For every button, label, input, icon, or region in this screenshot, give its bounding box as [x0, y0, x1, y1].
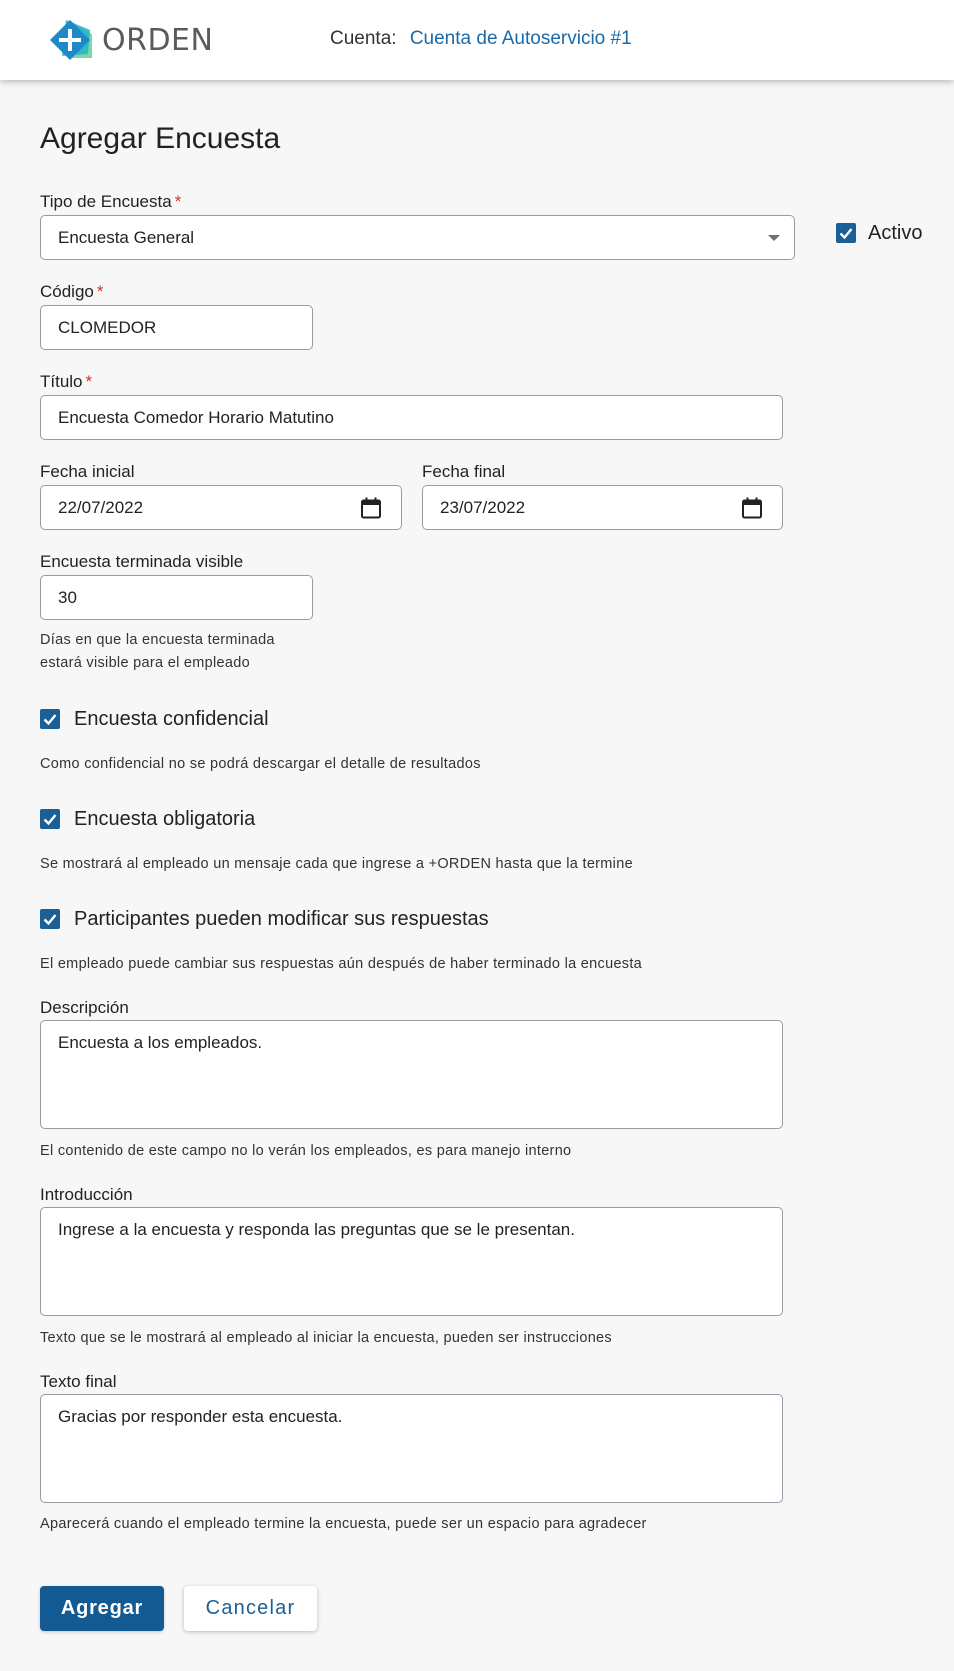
introduccion-label: Introducción — [40, 1185, 133, 1204]
titulo-label — [40, 372, 92, 392]
required-mark: * — [174, 192, 182, 211]
modificar-help: El empleado puede cambiar sus respuestas aún después de haber terminado la encuesta — [40, 956, 643, 972]
check-icon — [40, 709, 60, 729]
check-icon — [40, 809, 60, 829]
calendar-icon[interactable] — [359, 496, 383, 520]
obligatoria-label: Encuesta obligatoria — [74, 808, 256, 830]
confidencial-help: Como confidencial no se podrá descargar el detalle de resultados — [40, 756, 481, 772]
required-mark: * — [85, 372, 93, 391]
account-label: Cuenta: — [330, 28, 397, 49]
caret-down-icon — [768, 235, 780, 241]
fecha-inicial-input[interactable] — [40, 485, 402, 530]
orden-logo[interactable] — [50, 20, 213, 60]
codigo-label-text: Código — [40, 282, 94, 301]
fecha-inicial-label: Fecha inicial — [40, 462, 135, 481]
codigo-input[interactable]: CLOMEDOR — [40, 305, 313, 350]
confidencial-label: Encuesta confidencial — [74, 708, 269, 730]
obligatoria-help: Se mostrará al empleado un mensaje cada que ingrese a +ORDEN hasta que la termine — [40, 856, 633, 872]
introduccion-textarea[interactable]: Ingrese a la encuesta y responda las preguntas que se le presentan. — [40, 1207, 783, 1316]
agregar-button[interactable]: Agregar — [40, 1586, 164, 1631]
check-icon — [836, 223, 856, 243]
required-mark: * — [96, 282, 104, 301]
visible-help-line1: Días en que la encuesta terminada — [40, 632, 275, 648]
tipo-label-text: Tipo de Encuesta — [40, 192, 172, 211]
tipo-select[interactable] — [40, 215, 795, 260]
obligatoria-checkbox[interactable] — [40, 809, 60, 829]
account-link[interactable]: Cuenta de Autoservicio #1 — [409, 28, 632, 49]
plus-logo-icon — [50, 20, 98, 60]
texto-final-label: Texto final — [40, 1372, 117, 1391]
descripcion-textarea[interactable]: Encuesta a los empleados. — [40, 1020, 783, 1129]
cancelar-button[interactable]: Cancelar — [184, 1586, 317, 1631]
visible-days-input[interactable]: 30 — [40, 575, 313, 620]
fecha-inicial-value: 22/07/2022 — [58, 497, 144, 517]
activo-checkbox[interactable] — [836, 223, 856, 243]
account-info — [330, 28, 632, 50]
introduccion-help: Texto que se le mostrará al empleado al iniciar la encuesta, pueden ser instrucciones — [40, 1330, 612, 1346]
top-bar — [0, 0, 954, 80]
confidencial-checkbox[interactable] — [40, 709, 60, 729]
logo-text: ORDEN — [102, 22, 214, 58]
texto-final-help: Aparecerá cuando el empleado termine la encuesta, puede ser un espacio para agradecer — [40, 1516, 647, 1532]
modificar-checkbox[interactable] — [40, 909, 60, 929]
codigo-label — [40, 282, 104, 302]
check-icon — [40, 909, 60, 929]
modificar-label: Participantes pueden modificar sus respuestas — [74, 908, 489, 930]
tipo-select-value: Encuesta General — [58, 227, 195, 247]
page-title: Agregar Encuesta — [40, 122, 281, 155]
descripcion-help: El contenido de este campo no lo verán los empleados, es para manejo interno — [40, 1143, 572, 1159]
activo-label: Activo — [868, 222, 923, 244]
tipo-label — [40, 192, 181, 212]
texto-final-textarea[interactable]: Gracias por responder esta encuesta. — [40, 1394, 783, 1503]
fecha-final-input[interactable] — [422, 485, 783, 530]
fecha-final-label: Fecha final — [422, 462, 506, 481]
titulo-label-text: Título — [40, 372, 83, 391]
titulo-input[interactable]: Encuesta Comedor Horario Matutino — [40, 395, 783, 440]
fecha-final-value: 23/07/2022 — [440, 497, 526, 517]
visible-help-line2: estará visible para el empleado — [40, 655, 250, 671]
calendar-icon[interactable] — [740, 496, 764, 520]
descripcion-label: Descripción — [40, 998, 129, 1017]
visible-label: Encuesta terminada visible — [40, 552, 244, 571]
